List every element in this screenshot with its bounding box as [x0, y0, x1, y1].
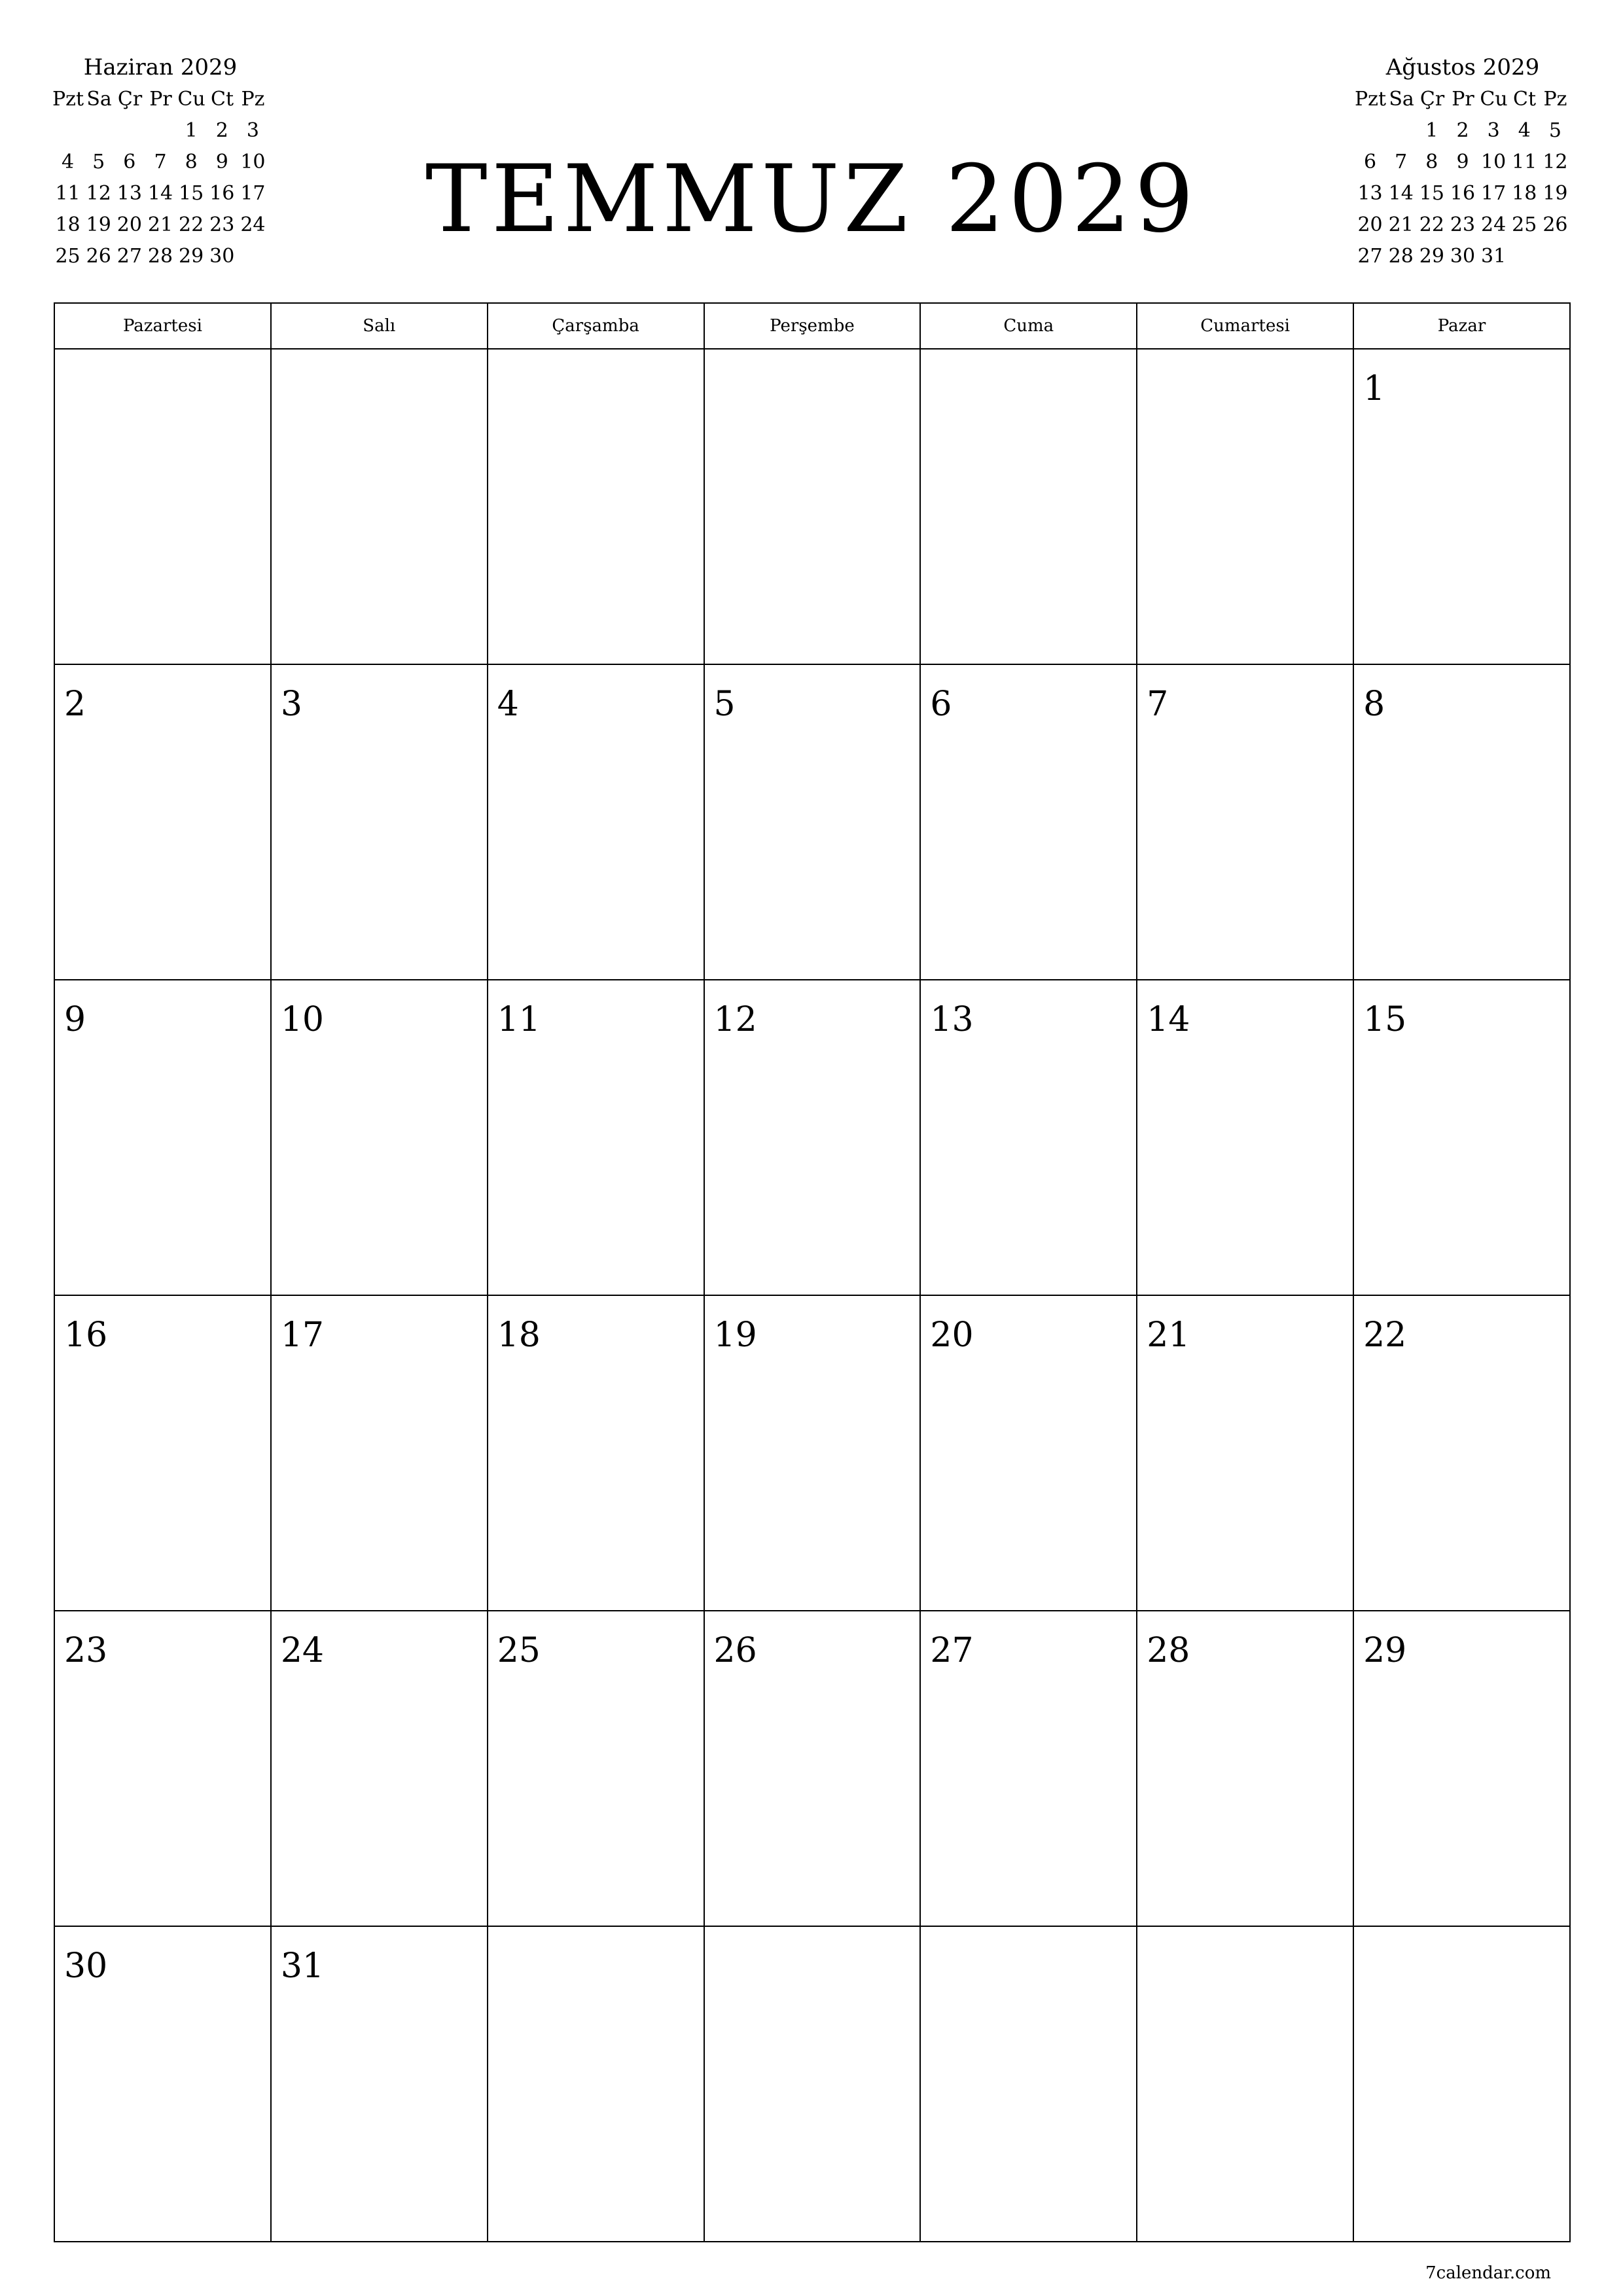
mini-day: 13	[116, 182, 142, 205]
mini-day: 8	[1425, 151, 1438, 173]
mini-day	[1355, 115, 1385, 147]
mini-day: 29	[179, 245, 204, 268]
mini-day: 14	[147, 182, 173, 205]
day-number	[705, 1927, 920, 1946]
mini-day	[83, 115, 114, 147]
mini-day: 2	[1456, 119, 1469, 142]
mini-day: 19	[1543, 182, 1568, 205]
day-cell[interactable]	[54, 664, 271, 980]
day-number: 18	[497, 1316, 541, 1355]
mini-day: 23	[1450, 213, 1476, 236]
day-cell[interactable]	[920, 980, 1137, 1295]
day-cell[interactable]	[54, 1295, 271, 1611]
day-cell[interactable]	[1137, 980, 1353, 1295]
mini-day: 11	[55, 182, 80, 205]
day-number: 30	[64, 1946, 108, 1986]
mini-day: 8	[185, 151, 198, 173]
day-number: 22	[1363, 1316, 1407, 1355]
weekday-header-row	[54, 303, 1570, 349]
mini-day: 20	[116, 213, 142, 236]
day-cell[interactable]	[704, 1926, 921, 2242]
mini-day: 7	[154, 151, 167, 173]
week-row	[54, 1611, 1570, 1926]
mini-day: 1	[185, 119, 198, 142]
day-cell[interactable]	[1353, 980, 1570, 1295]
day-number: 29	[1363, 1631, 1407, 1670]
day-number: 3	[280, 685, 302, 724]
weekday-header: Çarşamba	[488, 303, 704, 349]
day-number: 8	[1363, 685, 1385, 724]
mini-day: 15	[179, 182, 204, 205]
day-number: 4	[497, 685, 519, 724]
day-number	[1137, 350, 1353, 369]
day-cell[interactable]	[920, 664, 1137, 980]
day-number: 13	[930, 1000, 974, 1039]
day-cell[interactable]	[488, 980, 704, 1295]
day-cell[interactable]	[1353, 1926, 1570, 2242]
mini-day: 2	[215, 119, 228, 142]
day-cell[interactable]	[271, 980, 488, 1295]
day-cell[interactable]	[920, 1611, 1137, 1926]
mini-day: 23	[209, 213, 235, 236]
day-cell[interactable]	[488, 349, 704, 664]
mini-day: 27	[1357, 245, 1383, 268]
week-row	[54, 1295, 1570, 1611]
mini-day	[1540, 241, 1571, 272]
day-number: 2	[64, 685, 86, 724]
day-cell[interactable]	[1137, 1295, 1353, 1611]
mini-weekday: Ct	[1513, 88, 1537, 111]
mini-weekday: Çr	[117, 88, 143, 111]
day-number	[705, 350, 920, 369]
day-cell[interactable]	[920, 349, 1137, 664]
weekday-header: Pazar	[1353, 303, 1570, 349]
mini-day: 14	[1388, 182, 1414, 205]
day-number: 25	[497, 1631, 541, 1670]
mini-day: 28	[1388, 245, 1414, 268]
day-number: 21	[1147, 1316, 1190, 1355]
mini-day: 24	[240, 213, 266, 236]
week-row	[54, 1926, 1570, 2242]
mini-day: 15	[1419, 182, 1444, 205]
mini-day: 12	[86, 182, 111, 205]
mini-day: 4	[1518, 119, 1531, 142]
day-number: 12	[713, 1000, 757, 1039]
day-number	[55, 350, 270, 369]
week-row	[54, 349, 1570, 664]
day-cell[interactable]	[920, 1295, 1137, 1611]
mini-day: 20	[1357, 213, 1383, 236]
mini-day	[1509, 241, 1540, 272]
mini-day: 6	[1364, 151, 1377, 173]
mini-day: 16	[1450, 182, 1476, 205]
day-number: 5	[713, 685, 736, 724]
mini-day	[52, 115, 83, 147]
mini-day: 3	[1487, 119, 1500, 142]
day-number: 1	[1363, 369, 1385, 408]
mini-weekday: Cu	[177, 88, 205, 111]
day-cell[interactable]	[704, 1295, 921, 1611]
mini-day: 19	[86, 213, 111, 236]
mini-day: 6	[123, 151, 136, 173]
mini-weekday: Pzt	[1355, 88, 1387, 111]
mini-day: 30	[209, 245, 235, 268]
day-number: 7	[1147, 685, 1169, 724]
mini-day: 17	[240, 182, 266, 205]
mini-day: 5	[1548, 119, 1561, 142]
mini-day: 30	[1450, 245, 1476, 268]
day-number: 23	[64, 1631, 108, 1670]
day-cell[interactable]	[704, 349, 921, 664]
day-number: 31	[280, 1946, 325, 1986]
mini-weekday: Pr	[149, 88, 172, 111]
weekday-header: Cuma	[920, 303, 1137, 349]
day-cell[interactable]	[54, 349, 271, 664]
weekday-header: Cumartesi	[1137, 303, 1353, 349]
mini-calendar-prev-weekdays	[52, 84, 268, 115]
mini-day: 28	[147, 245, 173, 268]
day-number: 28	[1147, 1631, 1190, 1670]
day-number: 17	[280, 1316, 325, 1355]
mini-weekday: Pz	[241, 88, 265, 111]
day-cell[interactable]	[704, 664, 921, 980]
mini-day: 11	[1512, 151, 1537, 173]
day-cell[interactable]	[54, 1926, 271, 2242]
mini-weekday: Pr	[1452, 88, 1474, 111]
day-number	[272, 350, 487, 369]
mini-weekday: Ct	[211, 88, 234, 111]
day-number	[1354, 1927, 1569, 1946]
day-number	[1137, 1927, 1353, 1946]
day-cell[interactable]	[54, 1611, 271, 1926]
day-cell[interactable]	[488, 664, 704, 980]
week-row	[54, 664, 1570, 980]
mini-calendar-next-days	[1355, 115, 1571, 272]
mini-weekday: Sa	[1389, 88, 1414, 111]
day-number	[488, 350, 704, 369]
mini-weekday: Sa	[86, 88, 112, 111]
mini-day: 27	[116, 245, 142, 268]
mini-day: 25	[1512, 213, 1537, 236]
mini-day: 18	[55, 213, 80, 236]
mini-day: 18	[1512, 182, 1537, 205]
mini-day: 21	[1388, 213, 1414, 236]
mini-day: 10	[240, 151, 266, 173]
mini-day: 10	[1481, 151, 1507, 173]
mini-weekday: Çr	[1419, 88, 1445, 111]
day-number: 20	[930, 1316, 974, 1355]
mini-day: 13	[1357, 182, 1383, 205]
mini-weekday: Cu	[1480, 88, 1508, 111]
day-cell[interactable]	[1137, 349, 1353, 664]
mini-day: 9	[215, 151, 228, 173]
day-cell[interactable]	[1137, 1926, 1353, 2242]
mini-day: 29	[1419, 245, 1444, 268]
mini-day: 12	[1543, 151, 1568, 173]
mini-day: 5	[92, 151, 105, 173]
mini-day: 22	[179, 213, 204, 236]
weekday-header: Perşembe	[704, 303, 921, 349]
day-number: 19	[713, 1316, 757, 1355]
day-cell[interactable]	[271, 1611, 488, 1926]
mini-calendar-next	[1355, 51, 1571, 272]
day-number: 11	[497, 1000, 541, 1039]
day-cell[interactable]	[920, 1926, 1137, 2242]
day-cell[interactable]	[271, 664, 488, 980]
mini-day	[145, 115, 175, 147]
day-cell[interactable]	[488, 1611, 704, 1926]
day-cell[interactable]	[488, 1926, 704, 2242]
day-number: 16	[64, 1316, 108, 1355]
day-cell[interactable]	[1137, 664, 1353, 980]
day-number: 6	[930, 685, 952, 724]
day-cell[interactable]	[54, 980, 271, 1295]
day-cell[interactable]	[271, 349, 488, 664]
day-number	[921, 1927, 1136, 1946]
day-number: 14	[1147, 1000, 1190, 1039]
day-cell[interactable]	[1353, 349, 1570, 664]
mini-day: 3	[246, 119, 259, 142]
mini-calendar-next-title: Ağustos 2029	[1385, 54, 1540, 81]
mini-day: 26	[86, 245, 111, 268]
mini-calendar-prev-title: Haziran 2029	[83, 54, 238, 81]
day-cell[interactable]	[1353, 1611, 1570, 1926]
day-number	[921, 350, 1136, 369]
mini-day	[114, 115, 145, 147]
day-cell[interactable]	[271, 1926, 488, 2242]
day-cell[interactable]	[271, 1295, 488, 1611]
mini-weekday: Pzt	[52, 88, 84, 111]
mini-weekday: Pz	[1543, 88, 1567, 111]
site-watermark: 7calendar.com	[1425, 2263, 1551, 2283]
mini-day: 17	[1481, 182, 1507, 205]
mini-calendar-next-weekdays	[1355, 84, 1571, 115]
day-number: 27	[930, 1631, 974, 1670]
day-cell[interactable]	[1353, 664, 1570, 980]
day-number: 9	[64, 1000, 86, 1039]
day-number: 24	[280, 1631, 325, 1670]
mini-day: 4	[62, 151, 75, 173]
day-cell[interactable]	[704, 1611, 921, 1926]
mini-day: 24	[1481, 213, 1507, 236]
mini-day: 22	[1419, 213, 1444, 236]
day-cell[interactable]	[1137, 1611, 1353, 1926]
mini-day: 26	[1543, 213, 1568, 236]
mini-day: 1	[1425, 119, 1438, 142]
day-cell[interactable]	[1353, 1295, 1570, 1611]
mini-day	[1385, 115, 1416, 147]
mini-day: 31	[1481, 245, 1507, 268]
day-cell[interactable]	[488, 1295, 704, 1611]
mini-day: 25	[55, 245, 80, 268]
day-number: 10	[280, 1000, 325, 1039]
mini-day: 9	[1456, 151, 1469, 173]
month-grid	[54, 302, 1571, 2242]
mini-day: 7	[1395, 151, 1408, 173]
weeks-body	[54, 349, 1570, 2242]
mini-day: 16	[209, 182, 235, 205]
weekday-header: Pazartesi	[54, 303, 271, 349]
page-title: TEMMUZ 2029	[425, 145, 1198, 253]
day-number: 26	[713, 1631, 757, 1670]
weekday-header: Salı	[271, 303, 488, 349]
day-number	[488, 1927, 704, 1946]
day-number: 15	[1363, 1000, 1407, 1039]
mini-day: 21	[147, 213, 173, 236]
week-row	[54, 980, 1570, 1295]
day-cell[interactable]	[704, 980, 921, 1295]
